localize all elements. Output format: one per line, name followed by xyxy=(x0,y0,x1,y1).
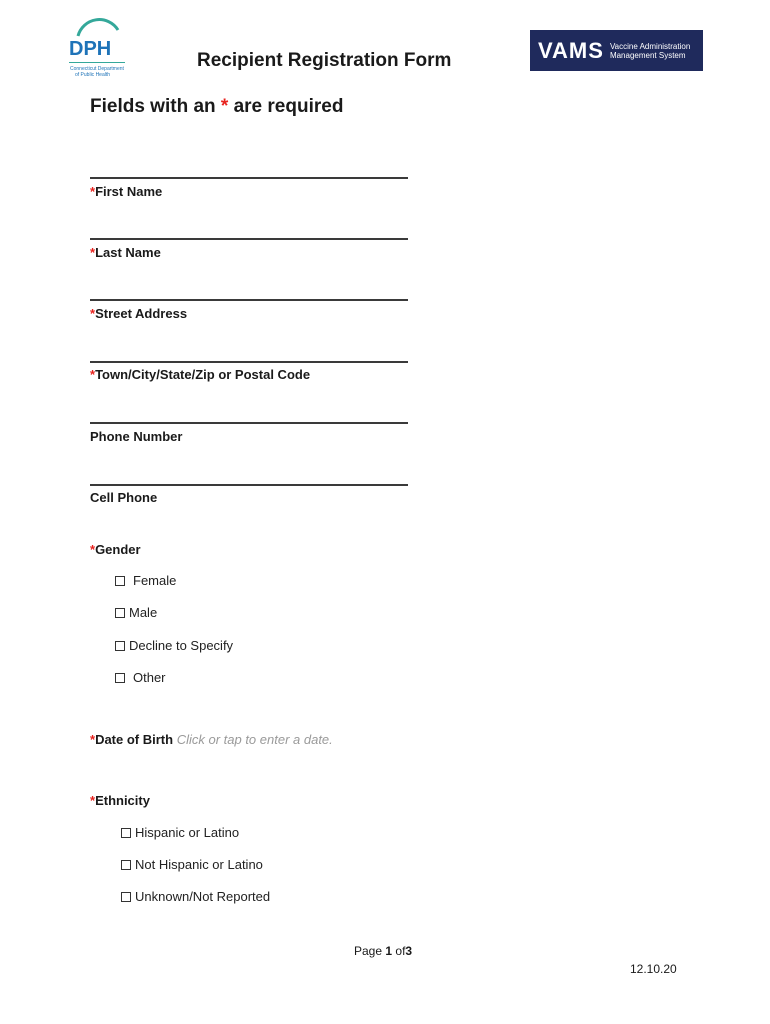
first-name-input[interactable] xyxy=(90,177,408,179)
svg-text:of Public Health: of Public Health xyxy=(75,72,111,78)
gender-label: *Gender xyxy=(90,542,141,557)
form-title: Recipient Registration Form xyxy=(197,50,452,71)
last-name-label: *Last Name xyxy=(90,245,161,260)
required-note: Fields with an * are required xyxy=(90,96,344,117)
gender-option-other[interactable]: Other xyxy=(115,670,166,685)
checkbox-icon[interactable] xyxy=(121,860,131,870)
vams-logo-text: Vaccine Administration Management System xyxy=(609,41,691,60)
town-label: *Town/City/State/Zip or Postal Code xyxy=(90,367,311,382)
checkbox-icon[interactable] xyxy=(121,828,131,838)
phone-input[interactable] xyxy=(90,422,408,424)
street-address-input[interactable] xyxy=(90,299,408,301)
ethnicity-label: *Ethnicity xyxy=(90,793,150,808)
checkbox-icon[interactable] xyxy=(115,673,125,683)
checkbox-icon[interactable] xyxy=(121,892,131,902)
street-address-label: *Street Address xyxy=(90,306,188,321)
cell-phone-label: Cell Phone xyxy=(90,490,158,505)
checkbox-icon[interactable] xyxy=(115,576,125,586)
gender-option-decline[interactable]: Decline to Specify xyxy=(115,638,233,653)
gender-option-male[interactable]: Male xyxy=(115,605,157,620)
first-name-label: *First Name xyxy=(90,184,163,199)
dph-logo-mark: DPH xyxy=(69,38,112,60)
vams-logo-mark: VAMS xyxy=(538,37,604,63)
gender-option-female[interactable]: Female xyxy=(115,573,176,588)
last-name-input[interactable] xyxy=(90,238,408,240)
revision-date: 12.10.20 xyxy=(630,962,677,976)
checkbox-icon[interactable] xyxy=(115,608,125,618)
ethnicity-option-not-hispanic[interactable]: Not Hispanic or Latino xyxy=(121,857,263,872)
phone-label: Phone Number xyxy=(90,429,183,444)
svg-text:Connecticut Department: Connecticut Department xyxy=(70,66,124,72)
cell-phone-input[interactable] xyxy=(90,484,408,486)
vams-logo xyxy=(530,30,703,71)
ethnicity-option-hispanic[interactable]: Hispanic or Latino xyxy=(121,825,239,840)
dob-date-picker[interactable]: Click or tap to enter a date. xyxy=(176,732,333,747)
checkbox-icon[interactable] xyxy=(115,641,125,651)
dob-label: *Date of Birth Click or tap to enter a date. xyxy=(90,732,333,747)
ethnicity-option-unknown[interactable]: Unknown/Not Reported xyxy=(121,889,270,904)
dph-logo xyxy=(66,14,128,80)
page-number: Page 1 of3 xyxy=(354,944,413,958)
town-input[interactable] xyxy=(90,361,408,363)
